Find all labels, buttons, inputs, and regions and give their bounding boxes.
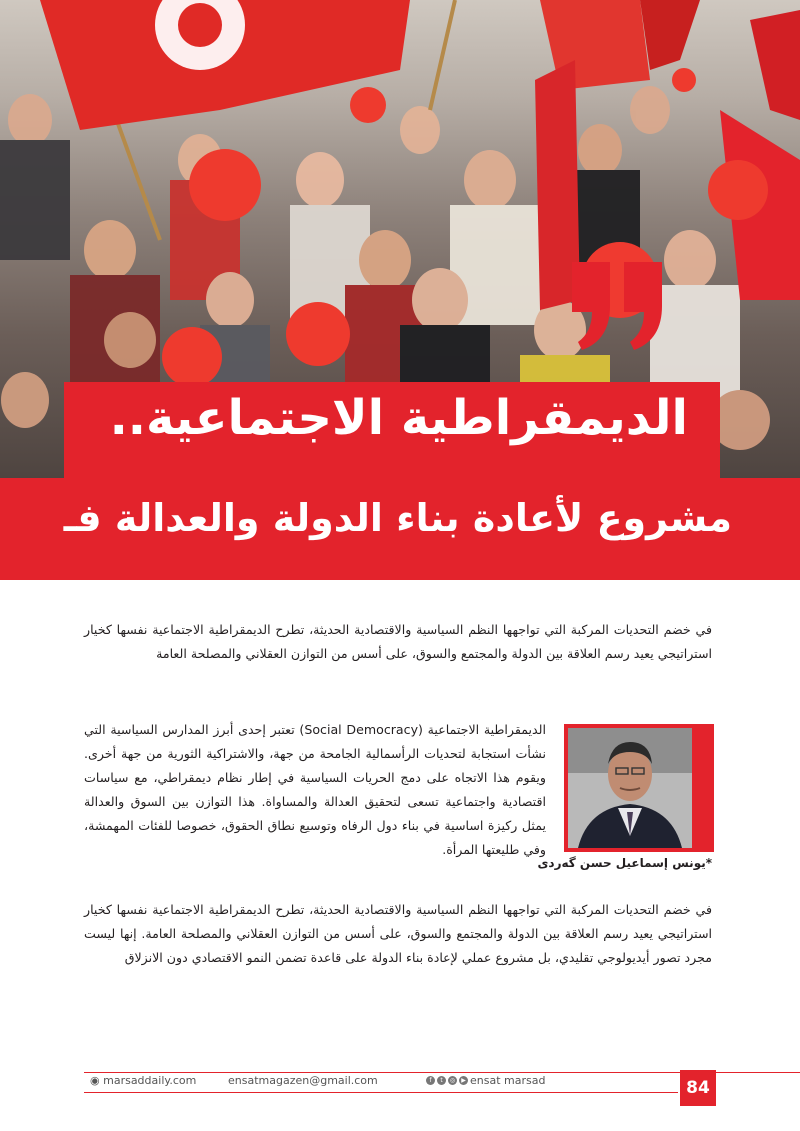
footer-divider-lower	[84, 1092, 678, 1093]
author-photo	[568, 728, 692, 848]
website-text: marsaddaily.com	[103, 1074, 197, 1087]
paragraph-2: الديمقراطية الاجتماعية (Social Democracy) تعتبر إحدى أبرز المدارس السياسية التي نشأت استجابة لتحديات الرأسمالية الجامحة من جهة، والاشتراكية الثورية من جهة أخرى. ويقوم هذا الاتجاه على دمج الحريات السياسية في إطار نظام ديمقراطي، مع سياسات اقتصادية واجتماعية تسعى لتحقيق العدالة والمساواة. هذا التوازن بين السوق والعدالة يمثل ركيزة اساسية في بناء دول الرفاه وتوسيع نطاق الحقوق، خصوصا للفئات المهمشة، وفي طليعتها المرأة.	[84, 722, 546, 857]
footer-email[interactable]: ensatmagazen@gmail.com	[228, 1074, 378, 1087]
footer-social-handle[interactable]: ensat marsad	[470, 1074, 546, 1087]
facebook-icon[interactable]: f	[426, 1076, 435, 1085]
instagram-icon[interactable]: ◎	[449, 1077, 456, 1084]
article-title: الديمقراطية الاجتماعية..	[109, 390, 688, 446]
subtitle-band	[0, 478, 800, 580]
youtube-icon[interactable]: ▶	[459, 1076, 468, 1085]
paragraph-1: في خضم التحديات المركبة التي تواجهها النظم السياسية والاقتصادية الحديثة، تطرح الديمقراطية الاجتماعية نفسها كخيار استراتيجي يعيد رسم العلاقة بين الدولة والمجتمع والسوق، على أسس من التوازن العقلاني والمصلحة العامة	[84, 622, 712, 661]
twitter-icon[interactable]: t	[437, 1076, 446, 1085]
paragraph-3: في خضم التحديات المركبة التي تواجهها النظم السياسية والاقتصادية الحديثة، تطرح الديمقراطية الاجتماعية نفسها كخيار استراتيجي يعيد رسم العلاقة بين الدولة والمجتمع والسوق، على أسس من التوازن العقلاني والمصلحة العامة. إنها ليست مجرد تصور أيديولوجي تقليدي، بل مشروع عملي لإعادة بناء الدولة على قاعدة تضمن النمو الاقتصادي دون الانزلاق	[84, 902, 712, 965]
title-bar	[64, 382, 720, 478]
article-subtitle: مشروع لأعادة بناء الدولة والعدالة فـ	[63, 496, 732, 540]
page-number: 84	[680, 1070, 716, 1106]
social-icons	[426, 1076, 468, 1085]
footer-website[interactable]: ◉ marsaddaily.com	[90, 1074, 197, 1087]
author-name: *يونس إسماعيل حسن گەردی	[537, 856, 712, 870]
quote-mark-icon	[572, 262, 662, 352]
